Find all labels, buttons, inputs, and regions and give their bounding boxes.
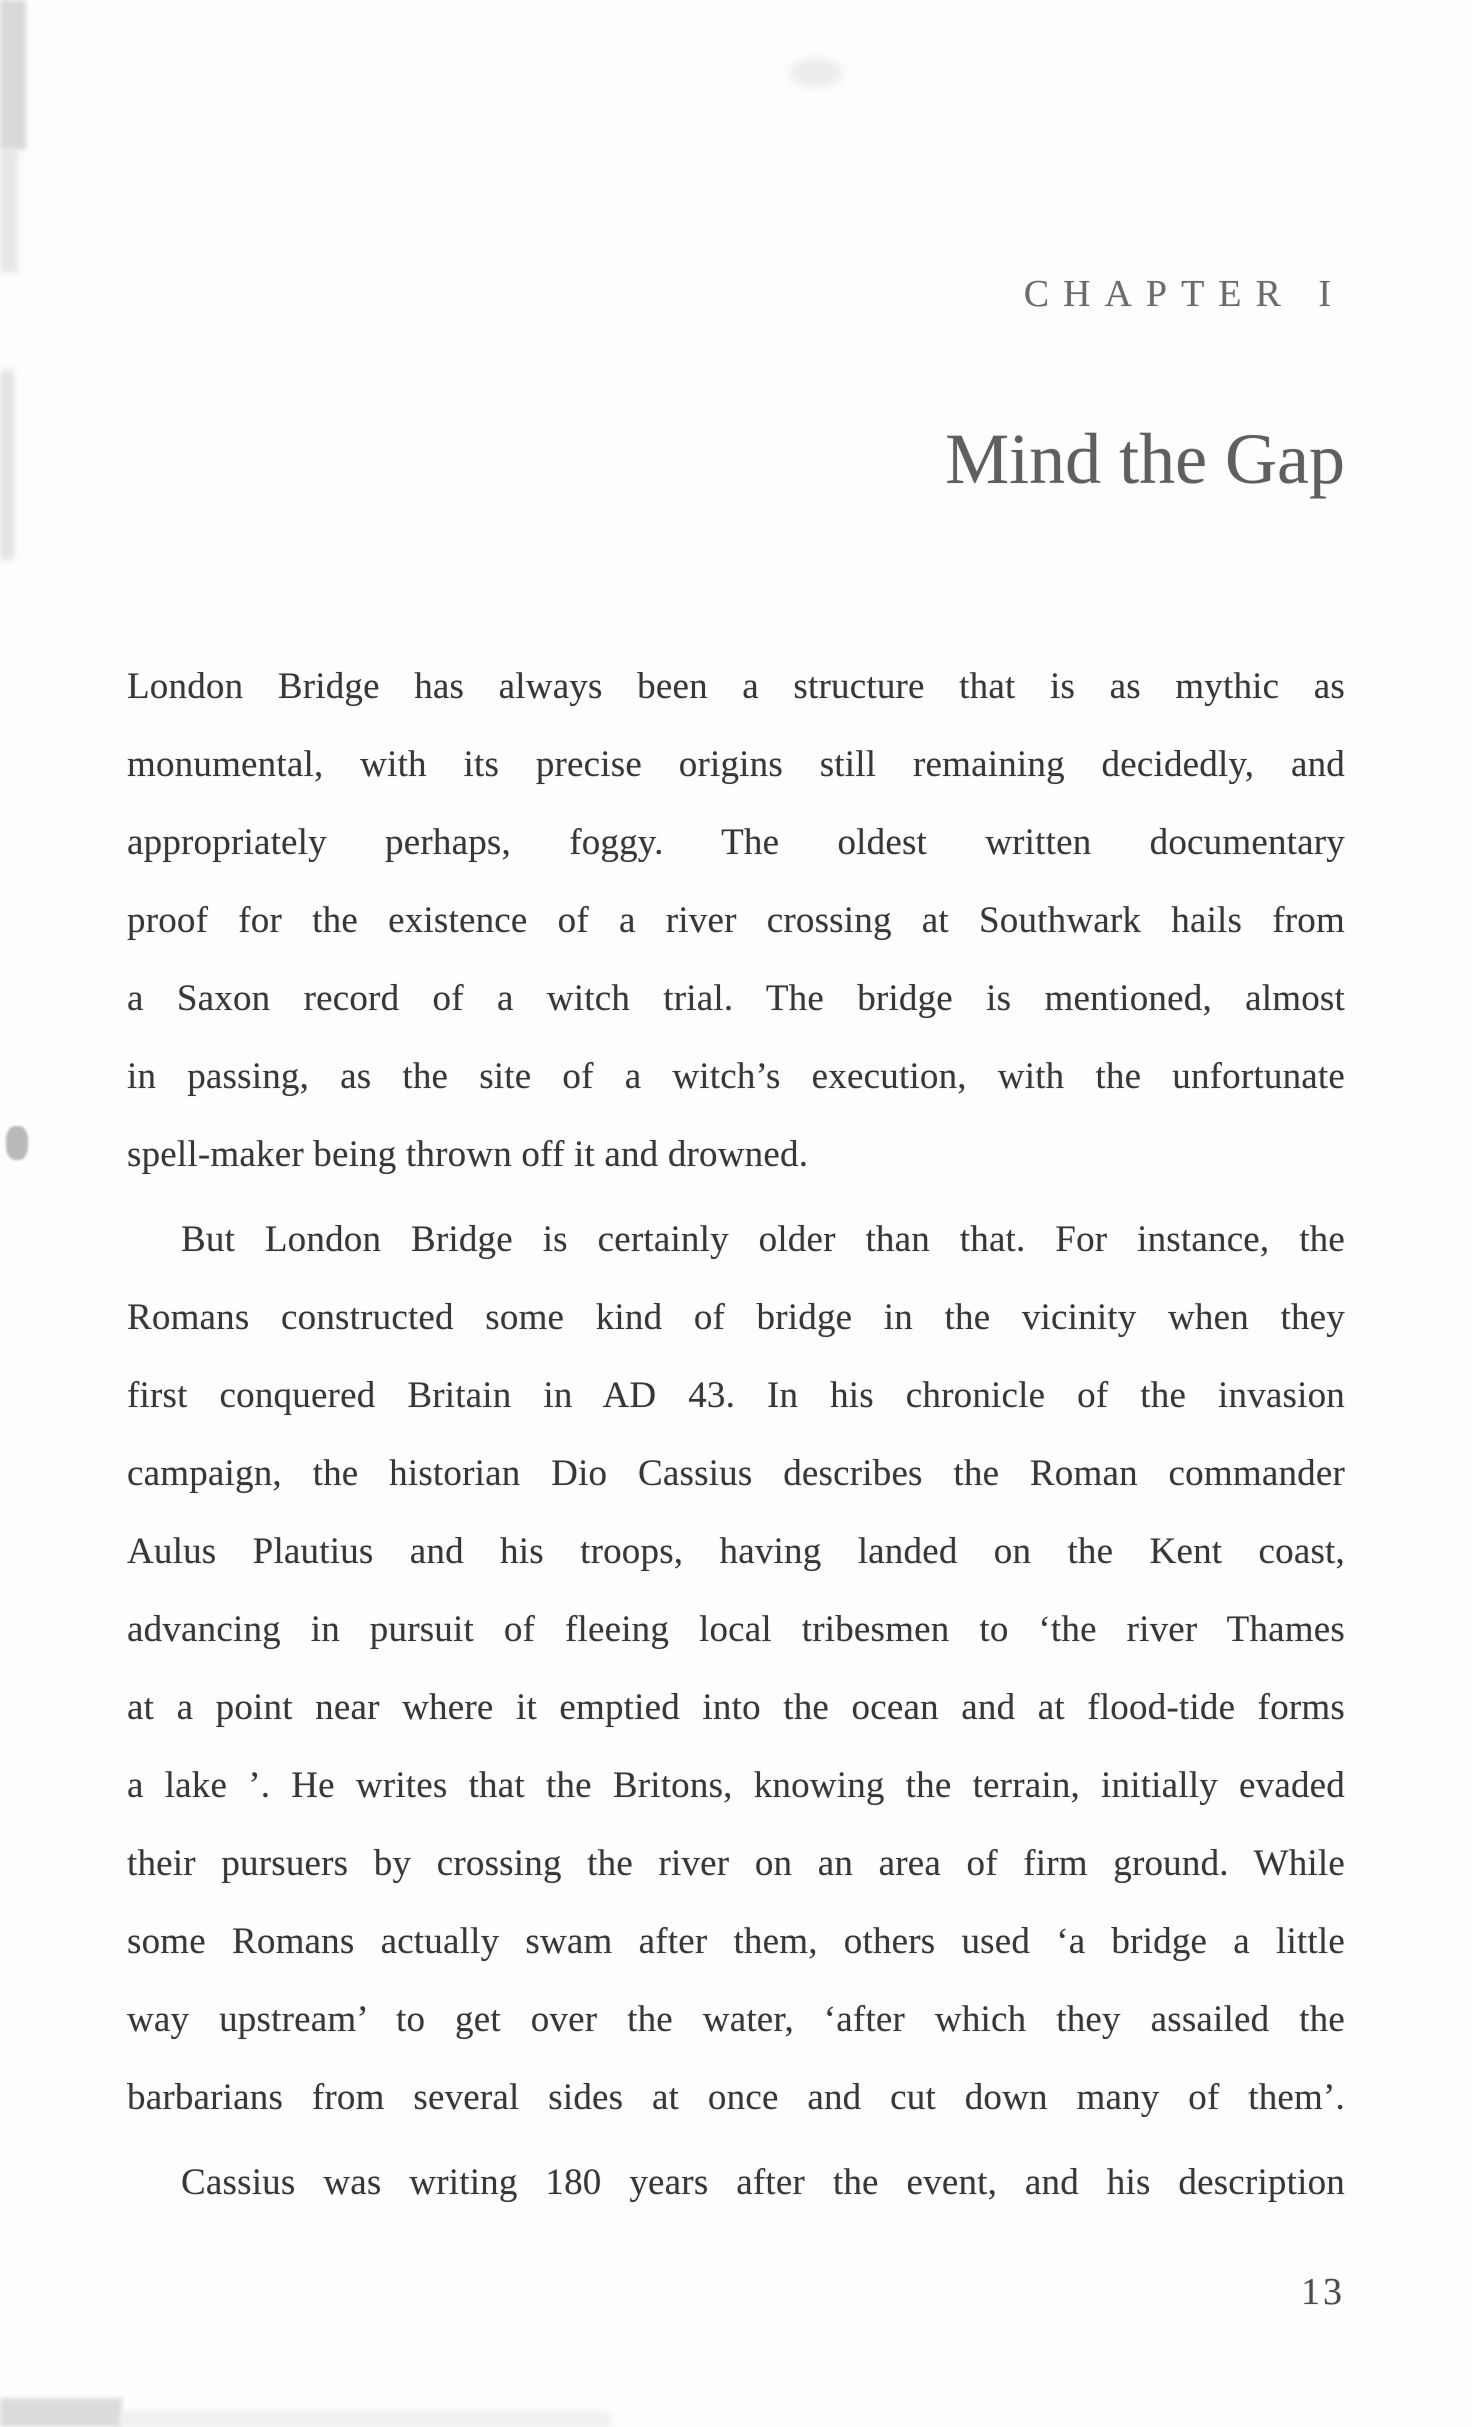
text-line: their pursuers by crossing the river on an area of firm ground. While <box>127 1843 1345 1884</box>
text-line: at a point near where it emptied into the ocean and at flood-tide forms <box>127 1687 1345 1728</box>
text-line: way upstream’ to get over the water, ‘after which they assailed the <box>127 1999 1345 2040</box>
text-line: London Bridge has always been a structure that is as mythic as <box>127 666 1345 707</box>
text-line: appropriately perhaps, foggy. The oldest written documentary <box>127 822 1345 863</box>
paragraph-3 <box>127 2144 1345 2222</box>
text-line: a lake ’. He writes that the Britons, knowing the terrain, initially evaded <box>127 1765 1345 1806</box>
scan-artifact <box>120 2412 610 2427</box>
body-text <box>127 648 1345 2222</box>
text-line: proof for the existence of a river crossing at Southwark hails from <box>127 900 1345 941</box>
paragraph-1 <box>127 648 1345 1194</box>
text-line: campaign, the historian Dio Cassius describes the Roman commander <box>127 1453 1345 1494</box>
text-line: Romans constructed some kind of bridge in the vicinity when they <box>127 1297 1345 1338</box>
text-line: barbarians from several sides at once and cut down many of them’. <box>127 2077 1345 2118</box>
text-line: advancing in pursuit of fleeing local tribesmen to ‘the river Thames <box>127 1609 1345 1650</box>
text-line: in passing, as the site of a witch’s execution, with the unfortunate <box>127 1056 1345 1097</box>
scan-artifact <box>0 2398 122 2427</box>
chapter-heading: CHAPTER I <box>1023 273 1345 315</box>
scan-artifact <box>0 370 14 560</box>
text-line: Cassius was writing 180 years after the event, and his description <box>181 2162 1345 2203</box>
text-line: first conquered Britain in AD 43. In his chronicle of the invasion <box>127 1375 1345 1416</box>
scan-artifact <box>790 58 842 88</box>
text-line: a Saxon record of a witch trial. The bridge is mentioned, almost <box>127 978 1345 1019</box>
scan-artifact <box>0 0 26 150</box>
text-line: some Romans actually swam after them, others used ‘a bridge a little <box>127 1921 1345 1962</box>
text-line: Aulus Plautius and his troops, having landed on the Kent coast, <box>127 1531 1345 1572</box>
chapter-title: Mind the Gap <box>945 419 1345 499</box>
text-line: But London Bridge is certainly older than that. For instance, the <box>181 1219 1345 1260</box>
text-line: monumental, with its precise origins still remaining decidedly, and <box>127 744 1345 785</box>
scan-artifact <box>6 1126 28 1160</box>
scan-artifact <box>0 148 18 273</box>
text-line: spell-maker being thrown off it and drowned. <box>127 1134 809 1175</box>
paragraph-2 <box>127 1201 1345 2137</box>
page-number: 13 <box>1301 2271 1345 2313</box>
